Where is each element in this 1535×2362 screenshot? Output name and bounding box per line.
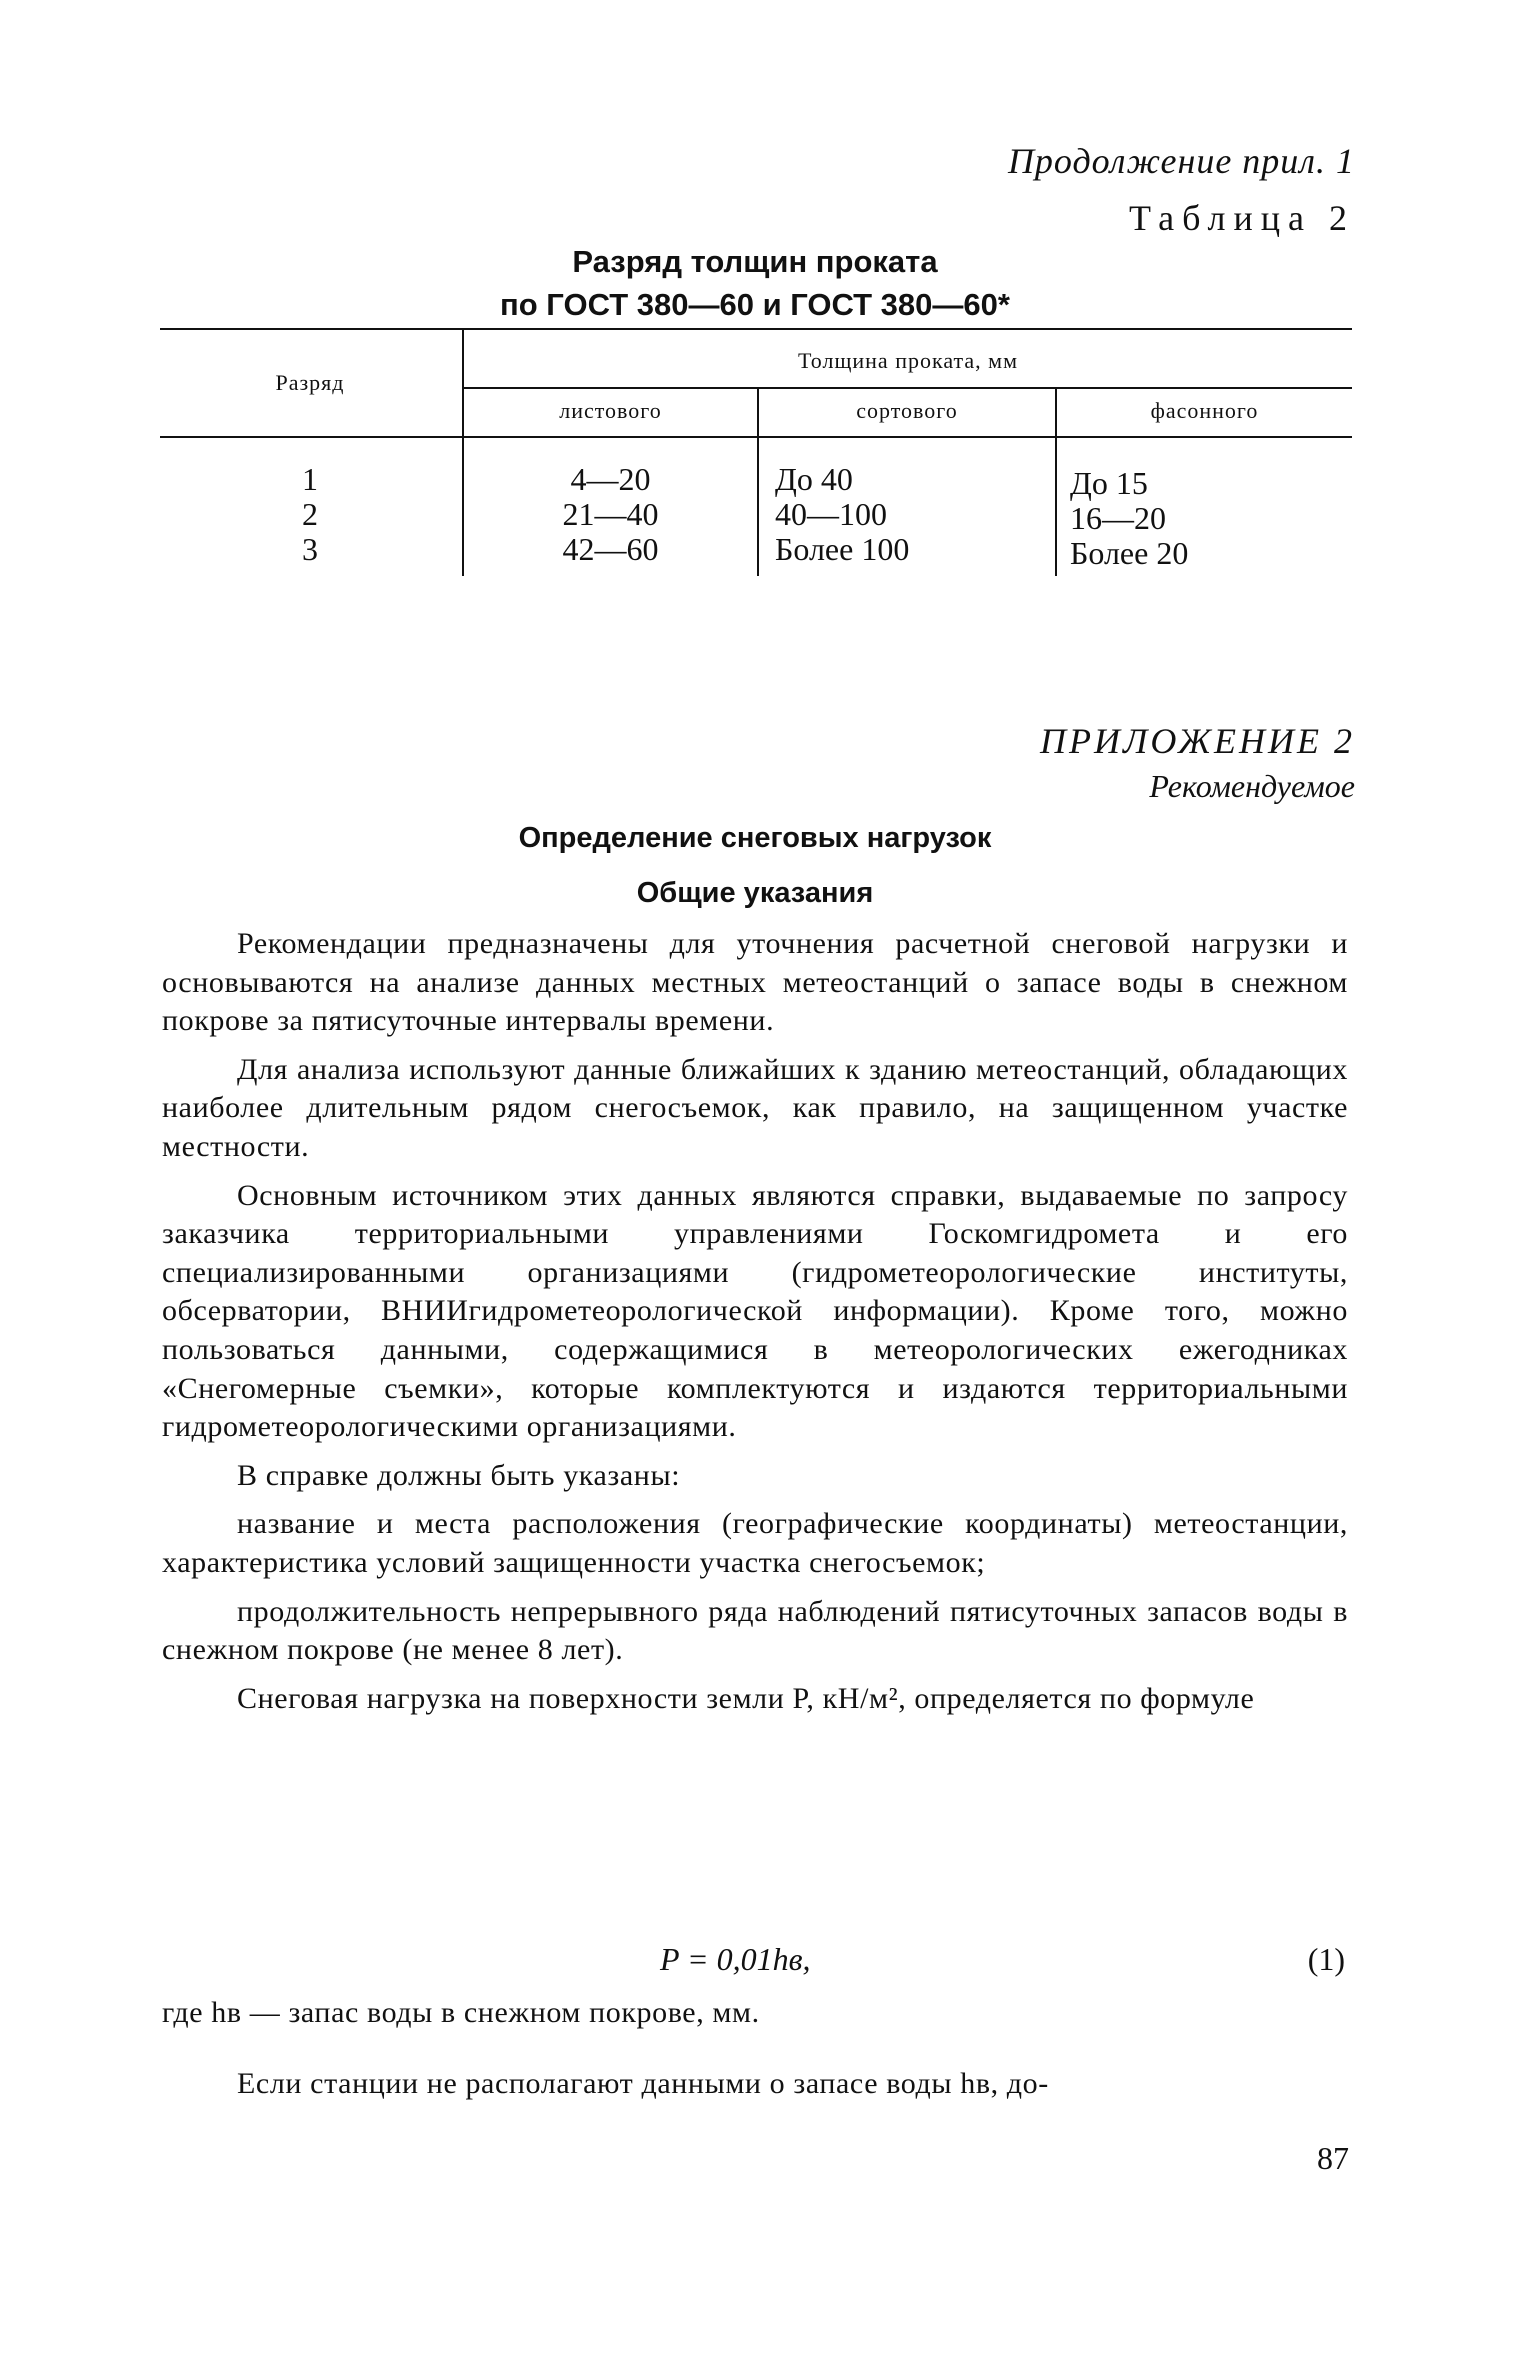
table-cell: 2 <box>302 496 318 532</box>
table-cell: 42—60 <box>562 531 659 567</box>
appendix-title: ПРИЛОЖЕНИЕ 2 <box>1040 721 1355 761</box>
formula-expression: P = 0,01hв, <box>660 1941 811 1977</box>
header-sheet: листового <box>559 398 662 423</box>
table-cell: Более 20 <box>1070 535 1189 571</box>
paragraph: название и места расположения (географические координаты) метеостанции, характеристика условий защищенности участка снегосъемок; <box>162 1507 1348 1579</box>
table-subheader-rule <box>462 387 1352 389</box>
paragraph: Рекомендации предназначены для уточнения расчетной снеговой нагрузки и основываются на анализе данных местных метеостанций о запасе воды в снежном покрове за пятисуточные интервалы времени. <box>162 927 1348 1038</box>
paragraph: продолжительность непрерывного ряда наблюдений пятисуточных запасов воды в снежном покрове (не менее 8 лет). <box>162 1594 1348 1667</box>
column-rank-values <box>160 462 460 567</box>
table-title <box>160 240 1350 326</box>
table-title-line2: по ГОСТ 380—60 и ГОСТ 380—60* <box>500 287 1010 322</box>
table-cell: 3 <box>302 531 318 567</box>
section-subheading: Общие указания <box>636 877 874 909</box>
table-title-line1: Разряд толщин проката <box>572 244 938 279</box>
paragraph: Снеговая нагрузка на поверхности земли P, кН/м², определяется по формуле <box>237 1681 1255 1715</box>
formula-legend: где hв — запас воды в снежном покрове, мм. <box>162 1996 760 2029</box>
table-cell: Более 100 <box>775 531 910 567</box>
header-thickness: Толщина проката, мм <box>797 348 1019 373</box>
header-shaped: фасонного <box>1150 398 1259 423</box>
header-rank: Разряд <box>275 370 345 395</box>
column-shaped-values <box>1070 466 1340 571</box>
section-heading: Определение снеговых нагрузок <box>518 822 992 854</box>
paragraph: В справке должны быть указаны: <box>237 1458 681 1492</box>
page-number: 87 <box>1317 2140 1349 2176</box>
table-cell: 21—40 <box>562 496 659 532</box>
column-sheet-values <box>464 462 757 567</box>
continuation-label: Продолжение прил. 1 <box>1007 141 1355 181</box>
header-section: сортового <box>856 398 958 423</box>
paragraph: Для анализа используют данные ближайших к зданию метеостанций, обладающих наиболее длительным рядом снегосъемок, как правило, на защищенном участке местности. <box>162 1052 1348 1163</box>
paragraph: Основным источником этих данных являются справки, выдаваемые по запросу заказчика территориальными управлениями Госкомгидромета и его специализированными организациями (гидрометеорологические институты, обсерватории, ВНИИгидрометеорологической информации). Кроме того, можно пользоваться данными, содержащимися в метеорологических ежегодниках «Снегомерные съемки», которые комплектуются и издаются территориальными гидрометеорологическими организациями. <box>162 1178 1348 1444</box>
paragraph-continued: Если станции не располагают данными о запасе воды hв, до- <box>237 2067 1049 2100</box>
table-cell: 40—100 <box>775 496 887 532</box>
table-cell: До 40 <box>775 461 853 497</box>
table-cell: 4—20 <box>570 461 651 497</box>
table-label: Таблица 2 <box>1129 198 1355 238</box>
table-header-bottom-rule <box>160 436 1352 438</box>
appendix-status: Рекомендуемое <box>1149 768 1355 804</box>
table-top-rule <box>160 328 1352 330</box>
formula-number: (1) <box>1307 1941 1345 1977</box>
column-section-values <box>775 462 1045 567</box>
table-cell: 16—20 <box>1070 500 1166 536</box>
table-cell: 1 <box>302 461 318 497</box>
body-text <box>162 925 1348 1728</box>
appendix-header <box>1040 718 1355 808</box>
table-cell: До 15 <box>1070 465 1148 501</box>
